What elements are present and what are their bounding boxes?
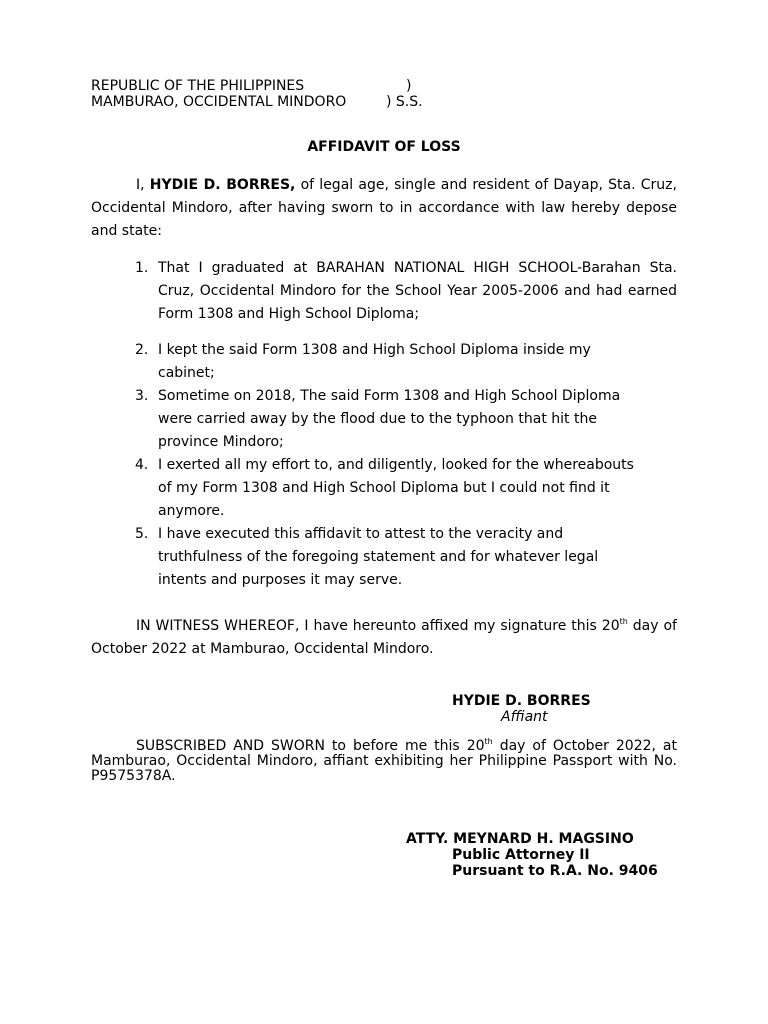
witness-ordinal: th [619, 617, 628, 626]
statement-number: 2. [135, 342, 149, 358]
statement-line: I exerted all my effort to, and diligently, looked for the whereabouts [158, 457, 634, 473]
notary-name: ATTY. MEYNARD H. MAGSINO [406, 831, 634, 847]
statement-item [135, 257, 677, 326]
affiant-name-inline: HYDIE D. BORRES, [149, 177, 296, 193]
statement-line: I have executed this affidavit to attest to the veracity and [158, 526, 564, 542]
statement-number: 4. [135, 457, 149, 473]
affiant-signature-name: HYDIE D. BORRES [452, 693, 591, 709]
intro-rest: of legal age, single and resident of Dayap, Sta. Cruz, Occidental Mindoro, after having sworn to in accordance with law hereby depose and state: [91, 177, 677, 239]
statement-line: were carried away by the flood due to the typhoon that hit the [158, 411, 597, 427]
statement-line: anymore. [158, 503, 225, 519]
statement-line: cabinet; [158, 365, 215, 381]
witness-paragraph [91, 615, 677, 661]
venue-line-2: MAMBURAO, OCCIDENTAL MINDORO [91, 94, 347, 110]
venue-paren-2: ) S.S. [386, 94, 423, 110]
intro-prefix: I, [136, 177, 150, 193]
statement-text: That I graduated at BARAHAN NATIONAL HIGH SCHOOL-Barahan Sta. Cruz, Occidental Mindoro for the School Year 2005-2006 and had earned Form 1308 and High School Diploma; [158, 260, 677, 322]
statement-item [135, 454, 677, 523]
statement-line: province Mindoro; [158, 434, 284, 450]
venue-paren-1: ) [406, 78, 412, 94]
venue-line-1: REPUBLIC OF THE PHILIPPINES [91, 78, 305, 94]
jurat-text: SUBSCRIBED AND SWORN to before me this 20 [136, 738, 485, 754]
witness-text: IN WITNESS WHEREOF, I have hereunto affixed my signature this 20 [136, 618, 620, 634]
affiant-label: Affiant [501, 709, 548, 725]
intro-paragraph [91, 174, 677, 243]
statement-number: 1. [135, 260, 149, 276]
statement-number: 5. [135, 526, 149, 542]
document-title: AFFIDAVIT OF LOSS [307, 139, 461, 155]
statement-line: of my Form 1308 and High School Diploma but I could not find it [158, 480, 610, 496]
statement-line: Sometime on 2018, The said Form 1308 and High School Diploma [158, 388, 621, 404]
statement-line: intents and purposes it may serve. [158, 572, 403, 588]
statement-number: 3. [135, 388, 149, 404]
jurat-paragraph [91, 739, 677, 784]
statement-item [135, 339, 677, 385]
statement-line: truthfulness of the foregoing statement and for whatever legal [158, 549, 599, 565]
notary-title: Public Attorney II [452, 847, 590, 863]
statement-line: I kept the said Form 1308 and High School Diploma inside my [158, 342, 591, 358]
notary-authority: Pursuant to R.A. No. 9406 [452, 863, 658, 879]
statement-item [135, 523, 677, 592]
witness-text-end: day of October 2022 at Mamburao, Occidental Mindoro. [91, 618, 677, 657]
statement-item [135, 385, 677, 454]
jurat-text-end: day of October 2022, at Mamburao, Occidental Mindoro, affiant exhibiting her Philippine Passport with No. P9575378A. [91, 738, 677, 784]
jurat-ordinal: th [484, 737, 493, 746]
